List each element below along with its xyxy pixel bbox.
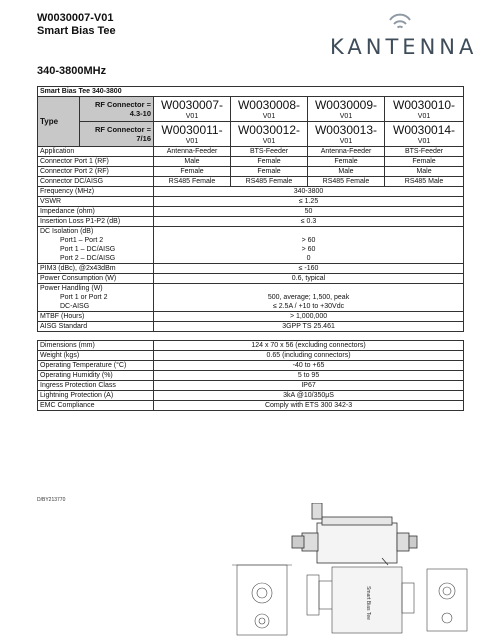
footnote: D/BY213770 <box>37 497 66 503</box>
spec-label: Weight (kgs) <box>38 351 154 361</box>
spec-value: BTS-Feeder <box>231 147 308 157</box>
spec-label: Power Handling (W) <box>38 284 154 294</box>
spec-label: Frequency (MHz) <box>38 187 154 197</box>
spec-row <box>38 197 464 207</box>
spec-value: -40 to +65 <box>154 361 464 371</box>
spec-label: Power Consumption (W) <box>38 274 154 284</box>
connector-label: RF Connector = 4.3-10 <box>80 97 154 122</box>
spec-label: PIM3 (dBc), @2x43dBm <box>38 264 154 274</box>
power-handling-item <box>38 302 464 312</box>
frequency-range: 340-3800MHz <box>37 65 107 77</box>
power-handling-row <box>38 284 464 294</box>
model-code: W0030008- <box>237 97 301 112</box>
spec-value: Male <box>154 157 231 167</box>
spec-row <box>38 207 464 217</box>
spec-table <box>37 86 464 411</box>
spec-row <box>38 274 464 284</box>
spec-value: RS485 Female <box>154 177 231 187</box>
spec-sublabel: Port 1 or Port 2 <box>38 293 154 302</box>
spec-label: Application <box>38 147 154 157</box>
spec-value <box>154 284 464 294</box>
spec-value <box>154 227 464 237</box>
model-number <box>154 97 231 122</box>
spec-label: Operating Temperature (°C) <box>38 361 154 371</box>
spacer <box>38 332 464 341</box>
mech-row <box>38 341 464 351</box>
spec-label: Connector Port 1 (RF) <box>38 157 154 167</box>
spec-value: Antenna-Feeder <box>154 147 231 157</box>
model-version: V01 <box>185 112 199 120</box>
product-drawing <box>232 503 472 638</box>
spec-label: Ingress Protection Class <box>38 381 154 391</box>
model-version: V01 <box>185 137 199 145</box>
spec-value: RS485 Female <box>231 177 308 187</box>
model-number <box>385 97 464 122</box>
model-version: V01 <box>339 137 353 145</box>
svg-text:Smart Bias Tee: Smart Bias Tee <box>365 586 371 620</box>
mech-row <box>38 371 464 381</box>
model-number <box>154 122 231 147</box>
spec-value: RS485 Female <box>308 177 385 187</box>
spec-label: Insertion Loss P1-P2 (dB) <box>38 217 154 227</box>
model-version: V01 <box>417 112 431 120</box>
model-code: W0030011- <box>161 122 223 137</box>
model-number <box>231 122 308 147</box>
spec-value: 50 <box>154 207 464 217</box>
type-label: Type <box>38 97 80 147</box>
spec-label: DC Isolation (dB) <box>38 227 154 237</box>
model-version: V01 <box>417 137 431 145</box>
spec-value: BTS-Feeder <box>385 147 464 157</box>
spec-label: Connector Port 2 (RF) <box>38 167 154 177</box>
spec-value: Female <box>154 167 231 177</box>
kantenna-logo <box>330 10 480 60</box>
connector-label: RF Connector = 7/16 <box>80 122 154 147</box>
spec-value: > 60 <box>154 236 464 245</box>
spec-value: 3GPP TS 25.461 <box>154 322 464 332</box>
model-version: V01 <box>339 112 353 120</box>
spec-sublabel: Port1 – Port 2 <box>38 236 154 245</box>
dc-isolation-item <box>38 254 464 264</box>
spec-value: Female <box>308 157 385 167</box>
model-number <box>308 122 385 147</box>
logo-text: KANTENNA <box>330 35 478 59</box>
spec-row <box>38 322 464 332</box>
spec-value: Female <box>231 167 308 177</box>
spec-row <box>38 217 464 227</box>
spec-label: EMC Compliance <box>38 401 154 411</box>
spec-value: Comply with ETS 300 342-3 <box>154 401 464 411</box>
spec-label: Connector DC/AISG <box>38 177 154 187</box>
model-code: W0030007- <box>160 97 224 112</box>
mech-row <box>38 391 464 401</box>
spacer-row <box>38 332 464 341</box>
spec-value: IP67 <box>154 381 464 391</box>
spec-sublabel: DC-AISG <box>38 302 154 312</box>
model-number <box>308 97 385 122</box>
spec-row <box>38 147 464 157</box>
spec-row <box>38 187 464 197</box>
spec-value: Female <box>385 157 464 167</box>
connector-row <box>38 97 464 122</box>
signal-icon <box>385 10 415 32</box>
mech-row <box>38 401 464 411</box>
spec-value: Female <box>231 157 308 167</box>
spec-value: 340-3800 <box>154 187 464 197</box>
spec-row <box>38 312 464 322</box>
caption-row <box>38 87 464 97</box>
spec-value: 500, average; 1,500, peak <box>154 293 464 302</box>
spec-value: 3kA @10/350μS <box>154 391 464 401</box>
spec-value: > 1,000,000 <box>154 312 464 322</box>
spec-sublabel: Port 1 – DC/AISG <box>38 245 154 254</box>
spec-row <box>38 157 464 167</box>
spec-value: 124 x 70 x 56 (excluding connectors) <box>154 341 464 351</box>
connector-row <box>38 122 464 147</box>
spec-value: 5 to 95 <box>154 371 464 381</box>
spec-value: 0.65 (including connectors) <box>154 351 464 361</box>
model-number <box>385 122 464 147</box>
spec-value: ≤ 1.25 <box>154 197 464 207</box>
mech-row <box>38 361 464 371</box>
spec-label: Dimensions (mm) <box>38 341 154 351</box>
dc-isolation-row <box>38 227 464 237</box>
spec-label: VSWR <box>38 197 154 207</box>
dc-isolation-item <box>38 245 464 254</box>
spec-sublabel: Port 2 – DC/AISG <box>38 254 154 264</box>
model-version: V01 <box>262 137 276 145</box>
spec-row <box>38 177 464 187</box>
model-code: W0030010- <box>393 97 456 112</box>
spec-value: 0 <box>154 254 464 264</box>
model-number <box>231 97 308 122</box>
model-code: W0030014- <box>393 122 456 137</box>
power-handling-item <box>38 293 464 302</box>
spec-value: Male <box>308 167 385 177</box>
model-code: W0030013- <box>314 122 378 137</box>
mech-row <box>38 351 464 361</box>
spec-value: ≤ -160 <box>154 264 464 274</box>
mech-row <box>38 381 464 391</box>
spec-value: > 60 <box>154 245 464 254</box>
spec-value: 0.6, typical <box>154 274 464 284</box>
spec-value: ≤ 0.3 <box>154 217 464 227</box>
spec-label: AISG Standard <box>38 322 154 332</box>
spec-row <box>38 264 464 274</box>
model-version: V01 <box>262 112 276 120</box>
spec-label: Lightning Protection (A) <box>38 391 154 401</box>
table-caption: Smart Bias Tee 340-3800 <box>38 87 464 97</box>
spec-value: ≤ 2.5A / +10 to +30Vdc <box>154 302 464 312</box>
spec-label: Impedance (ohm) <box>38 207 154 217</box>
spec-label: MTBF (Hours) <box>38 312 154 322</box>
spec-row <box>38 167 464 177</box>
spec-value: Male <box>385 167 464 177</box>
product-name: Smart Bias Tee <box>37 25 116 37</box>
spec-value: RS485 Male <box>385 177 464 187</box>
dc-isolation-item <box>38 236 464 245</box>
model-code: W0030009- <box>314 97 378 112</box>
spec-label: Operating Humidity (%) <box>38 371 154 381</box>
spec-value: Antenna-Feeder <box>308 147 385 157</box>
model-code: W0030007-V01 <box>37 12 114 24</box>
model-code: W0030012- <box>237 122 301 137</box>
header <box>37 12 116 38</box>
